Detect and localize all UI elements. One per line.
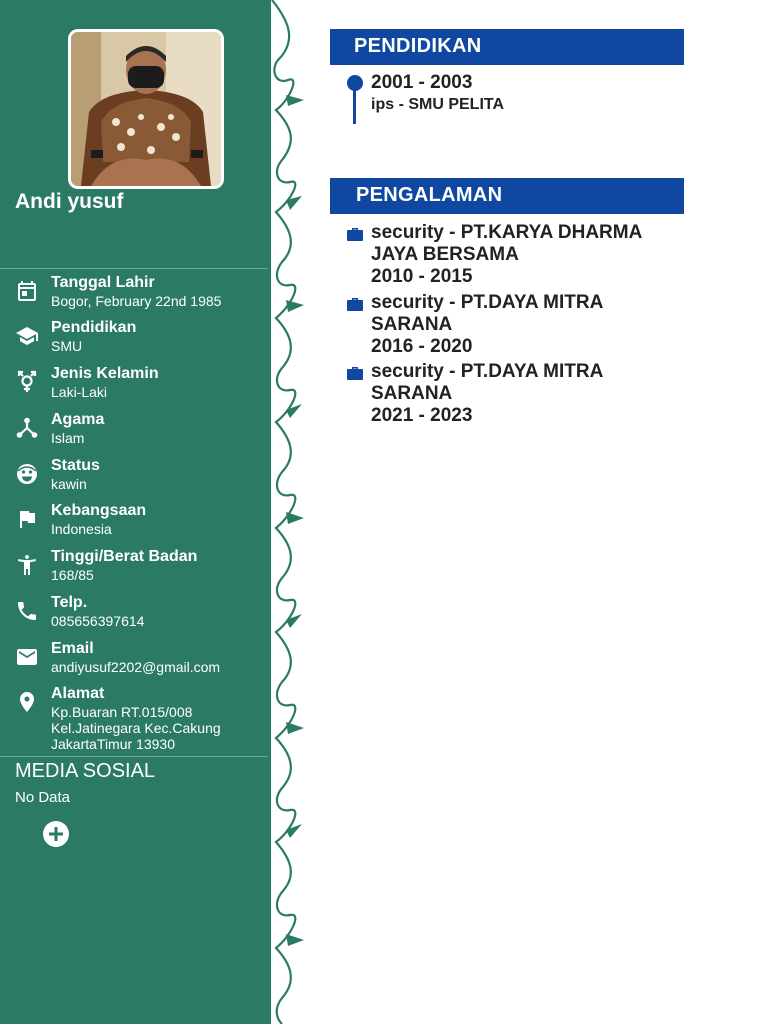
job-years: 2016 - 2020 xyxy=(371,336,473,357)
education-header xyxy=(330,29,684,65)
info-value: Indonesia xyxy=(51,521,112,537)
location-pin-icon xyxy=(15,690,39,714)
person-icon xyxy=(15,553,39,577)
media-social-empty: No Data xyxy=(15,789,71,806)
briefcase-icon xyxy=(346,296,364,312)
info-label: Tanggal Lahir xyxy=(51,274,155,291)
info-value: Laki-Laki xyxy=(51,384,108,400)
info-value: kawin xyxy=(51,476,87,492)
info-label: Kebangsaan xyxy=(51,502,147,519)
sidebar xyxy=(0,0,270,1024)
job-title: security - PT.KARYA DHARMA JAYA BERSAMA xyxy=(371,222,642,265)
profile-photo xyxy=(68,29,224,189)
media-social-title: MEDIA SOSIAL xyxy=(15,760,156,782)
divider xyxy=(0,268,270,269)
hub-icon xyxy=(15,416,39,440)
job-title: security - PT.DAYA MITRA SARANA xyxy=(371,292,603,335)
education-years: 2001 - 2003 xyxy=(371,72,473,93)
add-media-button[interactable] xyxy=(42,820,70,848)
info-label: Tinggi/Berat Badan xyxy=(51,548,198,565)
job-title: security - PT.DAYA MITRA SARANA xyxy=(371,361,603,404)
phone-icon xyxy=(15,599,39,623)
email-icon xyxy=(15,645,39,669)
info-value: Bogor, February 22nd 1985 xyxy=(51,293,222,309)
experience-title: PENGALAMAN xyxy=(356,184,503,206)
job-years: 2010 - 2015 xyxy=(371,266,473,287)
info-value: Islam xyxy=(51,430,85,446)
experience-header xyxy=(330,178,684,214)
flag-icon xyxy=(15,507,39,531)
job-years: 2021 - 2023 xyxy=(371,405,473,426)
ornament-border xyxy=(268,0,308,1024)
info-value: SMU xyxy=(51,338,83,354)
info-label: Pendidikan xyxy=(51,319,137,336)
education-school: ips - SMU PELITA xyxy=(371,96,505,113)
graduation-cap-icon xyxy=(15,324,39,348)
calendar-icon xyxy=(15,279,39,303)
info-value: 085656397614 xyxy=(51,613,145,629)
timeline-line xyxy=(353,88,356,124)
face-icon xyxy=(15,462,39,486)
briefcase-icon xyxy=(346,365,364,381)
info-label: Telp. xyxy=(51,594,88,611)
education-title: PENDIDIKAN xyxy=(354,35,482,57)
profile-name: Andi yusuf xyxy=(15,190,124,213)
info-value: andiyusuf2202@gmail.com xyxy=(51,659,221,675)
info-label: Agama xyxy=(51,411,105,428)
briefcase-icon xyxy=(346,226,364,242)
info-label: Status xyxy=(51,457,100,474)
info-label: Alamat xyxy=(51,685,105,702)
info-label: Jenis Kelamin xyxy=(51,365,159,382)
divider xyxy=(0,756,270,757)
info-value: 168/85 xyxy=(51,567,94,583)
gender-icon xyxy=(15,370,39,394)
info-value: Kp.Buaran RT.015/008 Kel.Jatinegara Kec.Cakung JakartaTimur 13930 xyxy=(51,704,221,752)
info-label: Email xyxy=(51,640,94,657)
